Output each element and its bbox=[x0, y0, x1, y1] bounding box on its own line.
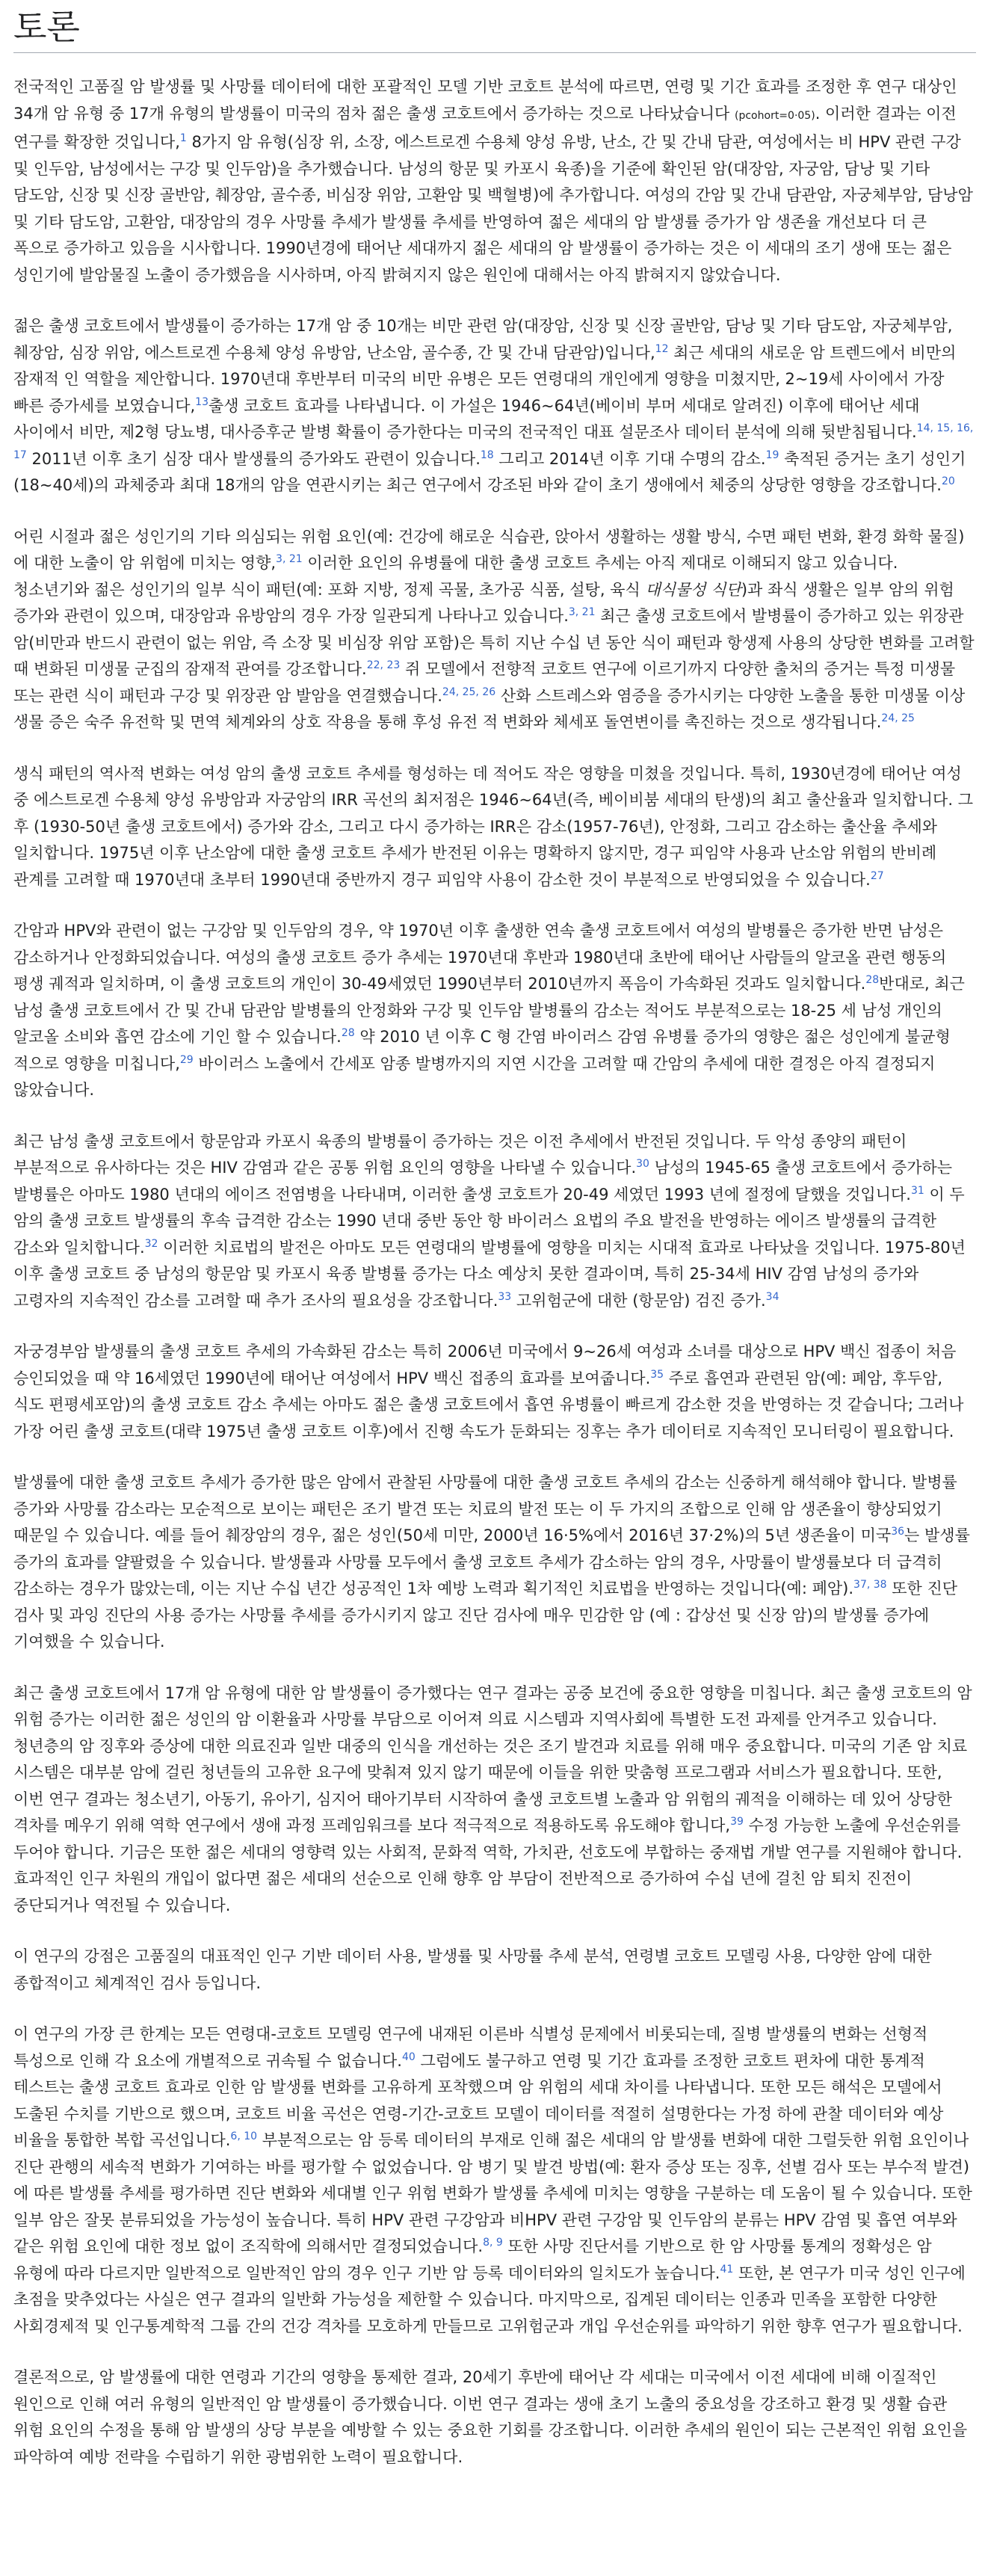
citation-link[interactable]: 32 bbox=[144, 1237, 158, 1250]
citation-link[interactable]: 24, 25 bbox=[881, 712, 915, 724]
section-title: 토론 bbox=[13, 6, 976, 53]
text-run: 약 2010 년 이후 C 형 간염 바이러스 감염 유병률 증가의 영향은 젊은 성인에게 불균형 적으로 영향을 미칩니다, bbox=[13, 1028, 951, 1073]
text-run: 또한 진단 검사 및 과잉 진단의 사용 증가는 사망률 추세를 증가시키지 않고 진단 검사에 매우 민감한 암 (예 : 갑상선 및 신장 암)의 발생률 증가에 기여했을 수 있습니다. bbox=[13, 1580, 958, 1651]
citation-link[interactable]: 20 bbox=[941, 475, 955, 487]
citation-link[interactable]: 14, 15, 16, 17 bbox=[13, 422, 974, 461]
text-run: 이 두 암의 출생 코호트 발생률의 후속 급격한 감소는 1990 년대 중반 동안 항 바이러스 요법의 주요 발전을 반영하는 에이즈 발생률의 급격한 감소와 일치합니다. bbox=[13, 1185, 965, 1257]
text-run: 8가지 암 유형(심장 위, 소장, 에스트로겐 수용체 양성 유방, 난소, 간 및 간내 담관, 여성에서는 비 HPV 관련 구강 및 인두암, 남성에서는 구강 및 인두암)을 추가했습니다. 남성의 항문 및 카포시 육종)을 기준에 확인된 암(대장암, 자궁암, 담낭 및 기타 담도암, 신장 및 신장 골반암, 췌장암, 골수종, 비심장 위암, 고환암 및 백혈병)에 추가합니다. 여성의 간암 및 간내 담관암, 자궁체부암, 담낭암 및 기타 담도암, 고환암, 대장암의 경우 사망률 추세가 발생률 추세를 반영하여 젊은 세대의 암 발생률 증가가 암 생존율 개선보다 더 큰 폭으로 증가하고 있음을 시사합니다. 1990년경에 태어난 세대까지 젊은 세대의 암 발생률이 증가하는 것은 이 세대의 조기 생애 또는 젊은 성인기에 발암물질 노출이 증가했음을 시사하며, 아직 밝혀지지 않은 원인에 대해서는 아직 밝혀지지 않았습니다. bbox=[13, 133, 973, 284]
text-run: 수정 가능한 노출에 우선순위를 두어야 합니다. 기금은 또한 젊은 세대의 영향력 있는 사회적, 문화적 역학, 가치관, 선호도에 부합하는 중재법 개발 연구를 지원해야 합니다. 효과적인 인구 차원의 개입이 없다면 젊은 세대의 선순으로 인해 향후 암 부담이 전반적으로 증가하여 수십 년에 걸친 암 퇴치 진전이 중단되거나 역전될 수 있습니다. bbox=[13, 1817, 963, 1914]
text-run: 젊은 출생 코호트에서 발생률이 증가하는 17개 암 중 10개는 비만 관련 암(대장암, 신장 및 신장 골반암, 담낭 및 기타 담도암, 자궁체부암, 췌장암, 심장 위암, 에스트로겐 수용체 양성 유방암, 난소암, 골수종, 간 및 간내 담관암)입니다, bbox=[13, 317, 953, 362]
text-run: 부분적으로는 암 등록 데이터의 부재로 인해 젊은 세대의 암 발생률 변화에 대한 그럴듯한 위험 요인이나 진단 관행의 세속적 변화가 기여하는 바를 평가할 수 없었습니다. 암 병기 및 발견 방법(예: 환자 증상 또는 징후, 선별 검사 또는 부수적 발견)에 따른 발생률 추세를 평가하면 진단 변화와 세대별 인구 위험 변화가 발생률 추세에 미치는 영향을 구분하는 데 도움이 될 수 있습니다. 또한 일부 암은 잘못 분류되었을 가능성이 높습니다. 특히 HPV 관련 구강암과 비HPV 관련 구강암 및 인두암의 분류는 HPV 감염 및 흡연 여부와 같은 위험 요인에 대한 정보 없이 조직학에 의해서만 결정되었습니다. bbox=[13, 2131, 972, 2255]
citation-link[interactable]: 36 bbox=[891, 1526, 905, 1538]
text-run: 2011년 이후 초기 심장 대사 발생률의 증가와도 관련이 있습니다. bbox=[26, 449, 481, 468]
text-run: 최근 남성 출생 코호트에서 항문암과 카포시 육종의 발병률이 증가하는 것은 이전 추세에서 반전된 것입니다. 두 악성 종양의 패턴이 부분적으로 유사하다는 것은 HIV 감염과 같은 공통 위험 요인의 영향을 나타낼 수 있습니다. bbox=[13, 1132, 907, 1177]
text-run: 또한, 본 연구가 미국 성인 인구에 초점을 맞추었다는 사실은 연구 결과의 일반화 가능성을 제한할 수 있습니다. 마지막으로, 집계된 데이터는 인종과 민족을 포함한 다양한 사회경제적 및 인구통계학적 그룹 간의 건강 격차를 모호하게 만들므로 고위험군과 개입 우선순위를 파악하기 위한 향후 연구가 필요합니다. bbox=[13, 2264, 966, 2335]
paragraph bbox=[13, 313, 976, 499]
text-run: 또한 사망 진단서를 기반으로 한 암 사망률 통계의 정확성은 암 유형에 따라 다르지만 일반적으로 일반적인 암의 경우 인구 기반 암 등록 데이터와의 일치도가 높습니다. bbox=[13, 2237, 932, 2282]
text-run: 어린 시절과 젊은 성인기의 기타 의심되는 위험 요인(예: 건강에 해로운 식습관, 앉아서 생활하는 생활 방식, 수면 패턴 변화, 환경 화학 물질)에 대한 노출이 암 위험에 미치는 영향, bbox=[13, 527, 965, 572]
citation-link[interactable]: 40 bbox=[401, 2050, 416, 2063]
text-run: 이러한 치료법의 발전은 아마도 모든 연령대의 발병률에 영향을 미치는 시대적 효과로 나타났을 것입니다. 1975-80년 이후 출생 코호트 중 남성의 항문암 및 카포시 육종 발병률 증가는 다소 예상치 못한 결과이며, 특히 25-34세 HIV 감염 남성의 증가와 고령자의 지속적인 감소를 고려할 때 추가 조사의 필요성을 강조합니다. bbox=[13, 1238, 966, 1310]
paragraph bbox=[13, 524, 976, 736]
text-run: 출생 코호트 효과를 나타냅니다. 이 가설은 1946~64년(베이비 부머 세대로 알려진) 이후에 태어난 세대 사이에서 비만, 제2형 당뇨병, 대사증후군 발병 확률이 증가한다는 미국의 전국적인 대표 설문조사 데이터 분석에 의해 뒷받침됩니다. bbox=[13, 396, 920, 441]
text-run: 바이러스 노출에서 간세포 암종 발병까지의 지연 시간을 고려할 때 간암의 추세에 대한 결정은 아직 결정되지 않았습니다. bbox=[13, 1054, 936, 1099]
text-run: 생식 패턴의 역사적 변화는 여성 암의 출생 코호트 추세를 형성하는 데 적어도 작은 영향을 미쳤을 것입니다. 특히, 1930년경에 태어난 여성 중 에스트로겐 수용체 양성 유방암과 자궁암의 IRR 곡선의 최저점은 1946~64년(즉, 베이비붐 세대의 탄생)의 최고 출산율과 일치합니다. 그 후 (1930-50년 출생 코호트에서) 증가와 감소, 그리고 다시 증가하는 IRR은 감소(1957-76년), 안정화, 그리고 감소하는 출산율 추세와 일치합니다. 1975년 이후 난소암에 대한 출생 코호트 추세가 반전된 이유는 명확하지 않지만, 경구 피임약 사용과 난소암 위험의 반비례 관계를 고려할 때 1970년대 초부터 1990년대 중반까지 경구 피임약 사용이 감소한 것이 부분적으로 반영되었을 수 있습니다. bbox=[13, 764, 973, 889]
paragraph bbox=[13, 1680, 976, 1920]
citation-link[interactable]: 6, 10 bbox=[230, 2130, 258, 2142]
text-run: )과 좌식 생활은 일부 암의 위험 증가와 관련이 있으며, 대장암과 유방암의 경우 가장 일관되게 나타나고 있습니다. bbox=[13, 580, 954, 625]
citation-link[interactable]: 29 bbox=[179, 1053, 194, 1066]
paragraph-list bbox=[13, 74, 976, 2471]
text-run: 간암과 HPV와 관련이 없는 구강암 및 인두암의 경우, 약 1970년 이후 출생한 연속 출생 코호트에서 여성의 발병률은 증가한 반면 남성은 감소하거나 안정화되었습니다. 여성의 출생 코호트 증가 추세는 1970년대 후반과 1980년대 초반에 태어난 사람들의 알코올 관련 행동의 평생 궤적과 일치하며, 이 출생 코호트의 개인이 30-49세였던 1990년부터 2010년까지 폭음이 가속화된 것과도 일치합니다. bbox=[13, 922, 947, 993]
text-run: 는 발생률 증가의 효과를 얄팔렸을 수 있습니다. 발생률과 사망률 모두에서 출생 코호트 추세가 감소하는 암의 경우, 사망률이 발생률보다 더 급격히 감소하는 경우가 많았는데, 이는 지난 수십 년간 성공적인 1차 예방 노력과 획기적인 치료법을 반영하는 것입니다(예: 폐암). bbox=[13, 1526, 970, 1597]
citation-link[interactable]: 39 bbox=[730, 1816, 744, 1828]
text-run: 이러한 요인의 유병률에 대한 출생 코호트 추세는 아직 제대로 이해되지 않고 있습니다. 청소년기와 젊은 성인기의 일부 식이 패턴(예: 포화 지방, 정제 곡물, 초가공 식품, 설탕, 육식 bbox=[13, 554, 898, 599]
paragraph bbox=[13, 918, 976, 1104]
citation-link[interactable]: 34 bbox=[765, 1290, 779, 1303]
citation-link[interactable]: 27 bbox=[870, 869, 884, 882]
citation-link[interactable]: 28 bbox=[865, 974, 880, 986]
citation-link[interactable]: 35 bbox=[650, 1368, 664, 1381]
text-run: . 이러한 결과는 이전 연구를 확장한 것입니다, bbox=[13, 104, 957, 151]
paragraph bbox=[13, 1944, 976, 1997]
paragraph bbox=[13, 1470, 976, 1656]
citation-link[interactable]: 37, 38 bbox=[853, 1579, 887, 1591]
citation-link[interactable]: 8, 9 bbox=[483, 2237, 503, 2249]
citation-link[interactable]: 18 bbox=[480, 449, 494, 461]
citation-link[interactable]: 33 bbox=[498, 1290, 512, 1303]
text-run: 쥐 모델에서 전향적 코호트 연구에 이르기까지 다양한 출처의 증거는 특정 미생물 또는 관련 식이 패턴과 구강 및 위장관 암 발암을 연결했습니다. bbox=[13, 660, 956, 705]
text-run: 그럼에도 불구하고 연령 및 기간 효과를 조정한 코호트 편차에 대한 통계적 테스트는 출생 코호트 효과로 인한 암 발생률 변화를 고유하게 포착했으며 암 위험의 세대 차이를 나타냅니다. 또한 모든 해석은 모델에서 도출된 수치를 기반으로 했으며, 코호트 비율 곡선은 연령-기간-코호트 모델이 데이터를 적절히 설명한다는 가정 하에 관찰 데이터와 예상 비율을 통합한 복합 곡선입니다. bbox=[13, 2051, 944, 2149]
text-run: 전국적인 고품질 암 발생률 및 사망률 데이터에 대한 포괄적인 모델 기반 코호트 분석에 따르면, 연령 및 기간 효과를 조정한 후 연구 대상인 34개 암 유형 중 17개 유형의 발생률이 미국의 점차 젊은 출생 코호트에서 증가하는 것으로 나타났습니다 bbox=[13, 78, 957, 123]
citation-link[interactable]: 28 bbox=[341, 1027, 355, 1039]
text-run: 최근 세대의 새로운 암 트렌드에서 비만의 잠재적 인 역할을 제안합니다. 1970년대 후반부터 미국의 비만 유병은 모든 연령대의 개인에게 영향을 미쳤지만, 2~19세 사이에서 가장 빠른 증가세를 보였습니다, bbox=[13, 343, 957, 415]
paragraph bbox=[13, 74, 976, 289]
citation-link[interactable]: 3, 21 bbox=[568, 606, 596, 618]
italic-text: 대식물성 식단 bbox=[645, 580, 741, 599]
citation-link[interactable]: 12 bbox=[655, 342, 669, 355]
text-run: 이 연구의 가장 큰 한계는 모든 연령대-코호트 모델링 연구에 내재된 이른바 식별성 문제에서 비롯되는데, 질병 발생률의 변화는 선형적 특성으로 인해 각 요소에 개별적으로 귀속될 수 없습니다. bbox=[13, 2025, 928, 2070]
text-run: 결론적으로, 암 발생률에 대한 연령과 기간의 영향을 통제한 결과, 20세기 후반에 태어난 각 세대는 미국에서 이전 세대에 비해 이질적인 원인으로 인해 여러 유형의 일반적인 암 발생률이 증가했습니다. 이번 연구 결과는 생애 초기 노출의 중요성을 강조하고 환경 및 생활 습관 위험 요인의 수정을 통해 암 발생의 상당 부분을 예방할 수 있는 중요한 기회를 강조합니다. 이러한 추세의 원인이 되는 근본적인 위험 요인을 파악하여 예방 전략을 수립하기 위한 광범위한 노력이 필요합니다. bbox=[13, 2368, 968, 2466]
text-run: 발생률에 대한 출생 코호트 추세가 증가한 많은 암에서 관찰된 사망률에 대한 출생 코호트 추세의 감소는 신중하게 해석해야 합니다. 발병률 증가와 사망률 감소라는 모순적으로 보이는 패턴은 조기 발견 또는 치료의 발전 또는 이 두 가지의 조합으로 인해 암 생존율이 향상되었기 때문일 수 있습니다. 예를 들어 췌장암의 경우, 젊은 성인(50세 미만, 2000년 16·5%에서 2016년 37·2%)의 5년 생존율이 미국 bbox=[13, 1473, 957, 1544]
citation-link[interactable]: 13 bbox=[195, 395, 209, 408]
text-run: 그리고 2014년 이후 기대 수명의 감소. bbox=[493, 449, 766, 468]
text-run: 반대로, 최근 남성 출생 코호트에서 간 및 간내 담관암 발병률의 안정화와 구강 및 인두암 발병률의 감소는 적어도 부분적으로는 18-25 세 남성 개인의 알코올 소비와 흡연 감소에 기인 할 수 있습니다. bbox=[13, 975, 965, 1046]
text-run: 축적된 증거는 초기 성인기(18~40세)의 과체중과 최대 18개의 암을 연관시키는 최근 연구에서 강조된 바와 같이 초기 생애에서 체중의 상당한 영향을 강조합니다. bbox=[13, 449, 966, 494]
text-run: 고위험군에 대한 (항문암) 검진 증가. bbox=[511, 1291, 766, 1310]
paragraph bbox=[13, 1129, 976, 1315]
text-run: 주로 흡연과 관련된 암(예: 폐암, 후두암, 식도 편평세포암)의 출생 코호트 감소 추세는 아마도 젊은 출생 코호트에서 흡연 유병률이 빠르게 감소한 것을 반영하는 것 같습니다; 그러나 가장 어린 출생 코호트(대략 1975년 출생 코호트 이후)에서 진행 속도가 둔화되는 징후는 추가 데이터로 지속적인 모니터링이 필요합니다. bbox=[13, 1369, 964, 1440]
citation-link[interactable]: 31 bbox=[910, 1184, 924, 1197]
citation-link[interactable]: 24, 25, 26 bbox=[442, 685, 496, 698]
text-run: 이 연구의 강점은 고품질의 대표적인 인구 기반 데이터 사용, 발생률 및 사망률 추세 분석, 연령별 코호트 모델링 사용, 다양한 암에 대한 종합적이고 체계적인 검사 등입니다. bbox=[13, 1947, 932, 1992]
citation-link[interactable]: 30 bbox=[636, 1158, 649, 1170]
paragraph bbox=[13, 2021, 976, 2340]
paragraph bbox=[13, 1339, 976, 1445]
text-run: 최근 출생 코호트에서 17개 암 유형에 대한 암 발생률이 증가했다는 연구 결과는 공중 보건에 중요한 영향을 미칩니다. 최근 출생 코호트의 암 위험 증가는 이러한 젊은 성인의 암 이환율과 사망률 부담으로 이어져 의료 시스템과 지역사회에 특별한 도전 과제를 안겨주고 있습니다. 청년층의 암 징후와 증상에 대한 의료진과 일반 대중의 인식을 개선하는 것은 조기 발견과 치료를 위해 매우 중요합니다. 미국의 기존 암 치료 시스템은 대부분 암에 걸린 청년들의 고유한 요구에 맞춰져 있지 않기 때문에 이들을 위한 맞춤형 프로그램과 서비스가 필요합니다. 또한, 이번 연구 결과는 청소년기, 아동기, 유아기, 심지어 태아기부터 시작하여 출생 코호트별 노출과 암 위험의 궤적을 이해하는 데 있어 상당한 격차를 메우기 위해 역학 연구에서 생애 과정 프레임워크를 보다 적극적으로 적용하도록 유도해야 합니다, bbox=[13, 1683, 972, 1834]
text-run: 최근 출생 코호트에서 발병률이 증가하고 있는 위장관 암(비만과 반드시 관련이 없는 위암, 즉 소장 및 비심장 위암 포함)은 특히 지난 수십 년 동안 식이 패턴과 항생제 사용의 상당한 변화를 고려할 때 변화된 미생물 군집의 잠재적 관여를 강조합니다. bbox=[13, 607, 975, 678]
citation-link[interactable]: 3, 21 bbox=[276, 553, 303, 565]
text-run: 자궁경부암 발생률의 출생 코호트 추세의 가속화된 감소는 특히 2006년 미국에서 9~26세 여성과 소녀를 대상으로 HPV 백신 접종이 처음 승인되었을 때 약 16세였던 1990년에 태어난 여성에서 HPV 백신 접종의 효과를 보여줍니다. bbox=[13, 1343, 957, 1387]
paragraph bbox=[13, 2364, 976, 2471]
citation-link[interactable]: 1 bbox=[179, 132, 187, 144]
text-run: 산화 스트레스와 염증을 증가시키는 다양한 노출을 통한 미생물 이상 생물 증은 숙주 유전학 및 면역 체계와의 상호 작용을 통해 후성 유전 적 변화와 체세포 돌연변이를 촉진하는 것으로 생각됩니다. bbox=[13, 686, 966, 731]
p-value-note: (pcohort=0·05) bbox=[735, 109, 815, 122]
citation-link[interactable]: 41 bbox=[720, 2263, 734, 2275]
citation-link[interactable]: 19 bbox=[765, 449, 779, 461]
paragraph bbox=[13, 761, 976, 894]
text-run: 남성의 1945-65 출생 코호트에서 증가하는 발병률은 아마도 1980 년대의 에이즈 전염병을 나타내며, 이러한 출생 코호트가 20-49 세였던 1993 년에 절정에 달했을 것입니다. bbox=[13, 1159, 953, 1204]
citation-link[interactable]: 22, 23 bbox=[366, 659, 401, 671]
